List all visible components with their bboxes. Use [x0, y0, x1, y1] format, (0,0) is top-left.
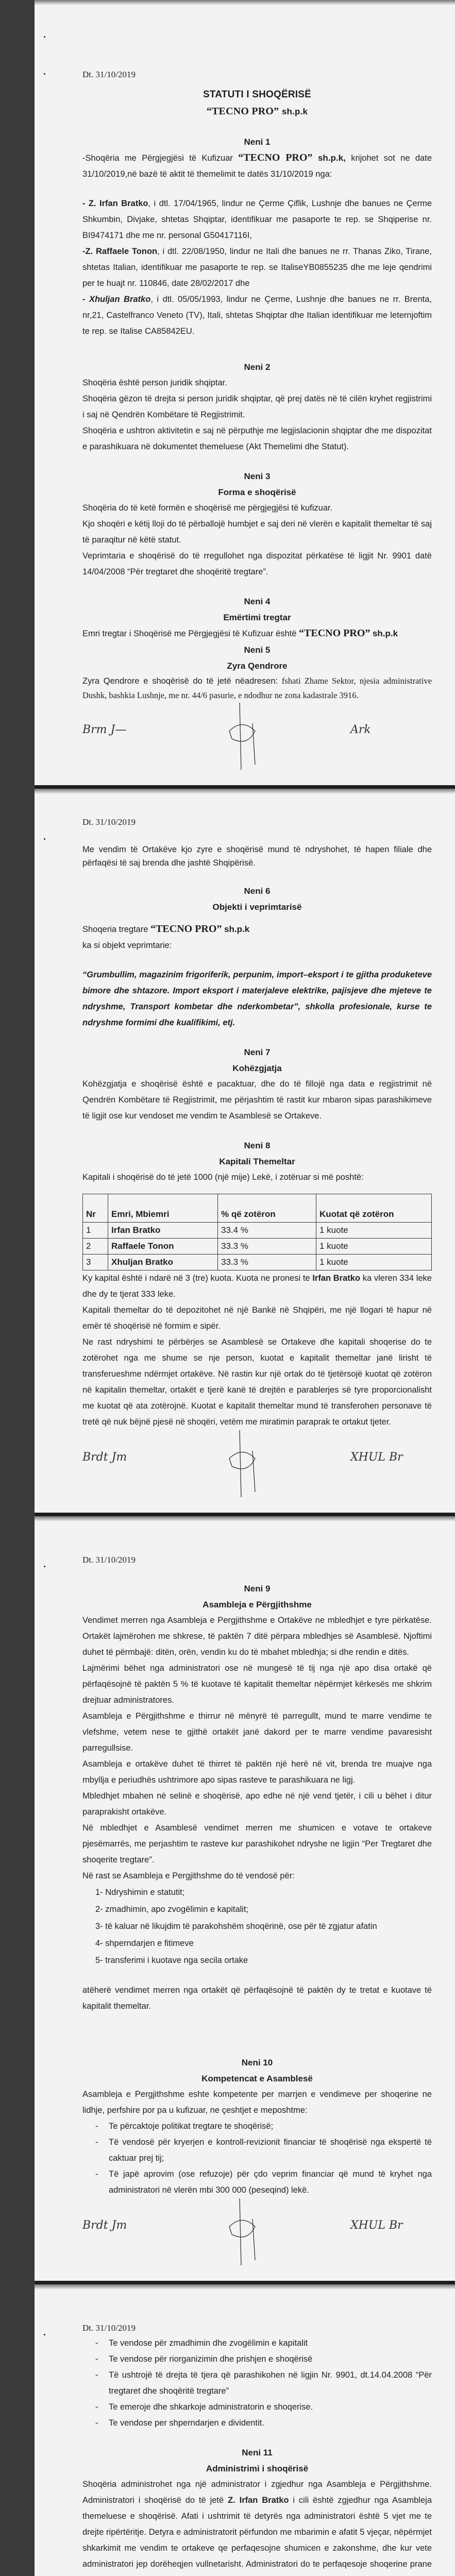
scan-speck — [44, 73, 45, 75]
article-heading: Objekti i veprimtarisë — [212, 902, 302, 912]
company-name-heading — [82, 106, 432, 117]
cell-quota: 1 kuote — [316, 1255, 432, 1270]
article-heading: Kohëzgjatja — [232, 1063, 282, 1073]
article-number: Neni 6 — [244, 886, 271, 896]
paragraph-text: Shoqeria tregtare — [82, 925, 151, 934]
cell-name: Xhuljan Bratko — [108, 1255, 218, 1270]
paragraph: Shoqëria gëzon të drejta si person juridik shqiptar, që prej datës në të cilën kryhet regjistrimi i saj në Qendrën Kombëtare të Regjistrimit. — [82, 394, 432, 419]
signature-mark-icon — [227, 2198, 263, 2270]
page-date: Dt. 31/10/2019 — [82, 817, 136, 827]
list-item: 1- Ndryshimin e statutit; — [95, 1888, 185, 1897]
capital-table — [82, 1194, 432, 1270]
founder-details: , i dtl. 22/08/1950, lindur ne Itali dhe banues ne rr. Thanas Ziko, Tirane, shtetas Italian, identifikuar me pasaporte te rep. se ItaliseYB0855235 dhe me leje qendrimi per te huajt nr. 110846, date 28/02/2017 dhe — [82, 247, 432, 288]
list-item: - Te emeroje dhe shkarkoje administratorin e shoqerise. — [95, 2399, 432, 2415]
list-item: - Te përcaktoje politikat tregtare te shoqërisë; — [95, 2119, 432, 2134]
page-date: Dt. 31/10/2019 — [82, 70, 136, 79]
paragraph: Asambleja e ortakëve duhet të thirret të paktën një herë në vit, brenda tre muajve nga mbyllja e periudhës ushtrimore apo sipas rasteve te parashikuara ne ligj. — [82, 1759, 432, 1785]
signature-mark-icon — [227, 703, 263, 775]
column-header: % që zotëron — [218, 1194, 316, 1223]
signature: Brdt Jm — [82, 2219, 127, 2232]
address-text: fshati Zhame Sektor, njesia administrative Dushk, bashkia Lushnje, me nr. 44/6 pasurie, e ndodhur ne zona kadastrale 3916. — [82, 676, 432, 700]
signature-row — [82, 2198, 432, 2281]
paragraph — [82, 921, 432, 938]
brand-name: “TECNO PRO” — [206, 106, 279, 117]
cell-quota: 1 kuote — [316, 1223, 432, 1239]
document-page-4 — [35, 2284, 455, 2576]
signature: XHUL Br — [350, 1451, 403, 1464]
table-row — [83, 1239, 432, 1255]
signature: XHUL Br — [350, 2219, 403, 2232]
founder-name: - Xhuljan Bratko — [82, 295, 151, 304]
paragraph: Kjo shoqëri e këtij lloji do të përballojë humbjet e saj deri në vlerën e kapitalit themeltar të saj të paraqitur në këtë statut. — [82, 519, 432, 545]
article-heading: Kompetencat e Asamblesë — [201, 2074, 313, 2083]
paragraph-text: Emri tregtar i Shoqërisë me Përgjegjësi të Kufizuar është — [82, 629, 299, 638]
article-heading: Forma e shoqërisë — [218, 487, 296, 497]
article-number: Neni 9 — [244, 1584, 271, 1594]
article-heading: Zyra Qendrore — [227, 661, 288, 671]
company-suffix: sh.p.k — [372, 629, 398, 638]
cell-percent: 33.4 % — [218, 1223, 316, 1239]
brand-name: “TECNO PRO” — [150, 923, 222, 935]
paragraph: Asambleja e Përgjithshme e thirrur në mënyrë të parregullt, mund te marre vendime te vlefshme, vetem nese te gjithë ortakët janë dakord per te marre vendime pavaresisht parregullsise. — [82, 1711, 432, 1753]
intro-text: -Shoqëria me Përgjegjësi të Kufizuar — [82, 154, 239, 163]
table-row — [83, 1223, 432, 1239]
paragraph: Shoqëria e ushtron aktivitetin e saj në përputhje me legjislacionin shqiptar dhe me dispozitat e parashikuara në dokumentet themeluese (Akt Themelimi dhe Statut). — [82, 426, 432, 451]
article-number: Neni 4 — [244, 597, 271, 606]
paragraph-text: Zyra Qendrore e shoqërisë do të jetë nëadresen: — [82, 676, 282, 686]
list-item: 3- të kaluar në likujdim të parakohshëm shoqërinë, ose për të zgjatur afatin — [95, 1922, 377, 1931]
article-number: Neni 11 — [242, 2448, 273, 2458]
page-date: Dt. 31/10/2019 — [82, 2323, 136, 2333]
company-suffix: sh.p.k — [281, 107, 308, 116]
column-header: Emri, Mbiemri — [108, 1194, 218, 1223]
paragraph-text: Shoqëria administrohet nga një administrator i zgjedhur nga Asambleja e Përgjithshme. Administratori i shoqërisë do të jetë — [82, 2480, 432, 2505]
table-header-row — [83, 1194, 432, 1223]
paragraph-text: ka vleren 334 leke dhe dy te tjerat 333 leke. — [82, 1274, 432, 1299]
partner-name: Irfan Bratko — [312, 1274, 361, 1283]
scan-speck — [44, 36, 45, 38]
article-heading: Emërtimi tregtar — [223, 613, 291, 622]
article-1-intro — [82, 150, 432, 182]
list-item: - Te vendose për riorganizimin dhe prishjen e shoqërisë — [95, 2351, 432, 2367]
paragraph: Në mbledhjet e Asamblesë vendimet merren me shumicen e votave te ortakeve pjesëmarrës, me perjashtim te rasteve kur parashikohet ndryshe ne ligjin “Per Tregtaret dhe shoqerite tregtare”. — [82, 1823, 432, 1865]
paragraph — [82, 625, 432, 642]
article-number: Neni 1 — [244, 137, 271, 147]
article-number: Neni 2 — [244, 362, 271, 372]
paragraph: Kohëzgjatja e shoqërisë është e pacaktuar, dhe do të fillojë nga data e regjistrimit në Qendrën Kombëtare të Regjistrimit, me përjashtim të rastit kur mbaron sipas parashikimeve të ligjit ose kur vendoset me vendim te Asamblesë se Ortakeve. — [82, 1079, 432, 1121]
document-page-2 — [35, 789, 455, 1516]
company-suffix: sh.p.k — [224, 924, 250, 934]
competence-list — [82, 2119, 432, 2198]
paragraph: Shoqëria do të ketë formën e shoqërisë me përgjegjësi të kufizuar. — [82, 503, 333, 513]
cell-quota: 1 kuote — [316, 1239, 432, 1255]
signature: Ark — [350, 723, 371, 736]
list-item: - Të ushtrojë të drejta të tjera që parashikohen në ligjin Nr. 9901, dt.14.04.2008 “Për tregtaret dhe shoqëritë tregtare” — [95, 2367, 432, 2399]
paragraph: atëherë vendimet merren nga ortakët që përfaqësojnë të paktën dy te tretat e kuotave të kapitalit themeltar. — [82, 1986, 432, 2011]
signature-row — [82, 703, 432, 785]
page-date: Dt. 31/10/2019 — [82, 1555, 136, 1565]
paragraph: Vendimet merren nga Asambleja e Pergjithshme e Ortakëve ne mbledhjet e tyre përkatëse. Ortakët lajmërohen me shkrese, të paktën 7 ditë përpara mbledhjes së Asamblesë. Njoftimi duhet të përmbajë: ditën, orën, vendin ku do të mbahet mbledhja; si dhe rendin e ditës. — [82, 1616, 432, 1657]
company-suffix: sh.p.k, — [312, 153, 346, 163]
article-number: Neni 8 — [244, 1141, 271, 1150]
list-item: 2- zmadhimin, apo zvogëlimin e kapitalit; — [95, 1905, 249, 1914]
paragraph-text: i cili është zgjedhur nga Asambleja themeluese e shoqërisë. Afati i ushtrimit të detyrës nga administratori është 5 vjet me te drejte ripërtëritje. Detyra e administratorit përfundon me mbarimin e afatit 5 vjeçar, nëpërmjet shkarkimit me vendim te ortakeve qe perfaqesojne shumicen e zakonshme, dhe kur vete administratori jep dorëheqjen vullnetarisht. Administratori do te perfaqesoje shoqerine prane — [82, 2496, 432, 2569]
brand-name: “TECNO PRO” — [238, 152, 313, 163]
signature-row — [82, 1430, 432, 1513]
cell-name: Irfan Bratko — [108, 1223, 218, 1239]
column-header: Kuotat që zotëron — [316, 1194, 432, 1223]
founder-3 — [82, 292, 432, 340]
activity-description: “Grumbullim, magazinim frigoriferik, perpunim, import–eksport i te gjitha produketeve bimore dhe shtazore. Import eksport i materjaleve elektrike, pajisjeve dhe mjeteve te ndryshme, Transport kombetar dhe nderkombetar”, shkolla profesionale, kurse te ndryshme formimi dhe kualifikimi, etj. — [82, 970, 432, 1027]
scan-speck — [44, 2334, 45, 2335]
signature: Brdt Jm — [82, 1451, 127, 1464]
paragraph — [82, 2477, 432, 2576]
founder-1 — [82, 196, 432, 244]
list-item: 4- shperndarjen e fitimeve — [95, 1939, 194, 1948]
founder-name: - Z. Irfan Bratko — [82, 199, 148, 208]
cell-nr: 1 — [83, 1223, 108, 1239]
paragraph — [82, 674, 432, 703]
decision-list — [82, 1884, 432, 1969]
paragraph: ka si objekt veprimtarie: — [82, 941, 172, 950]
list-item: 5- transferimi i kuotave nga secila ortake — [95, 1956, 248, 1965]
signature-mark-icon — [227, 1430, 263, 1502]
founder-details: , i dtl. 17/04/1965, lindur ne Çerme Çiflik, Lushnje dhe banues ne Çerme Shkumbin, Divjake, shtetas Shqiptar, identifikuar me pasaporte te rep. se Shqiperise nr. BI9474171 dhe me nr. personal G50417116I, — [82, 199, 432, 240]
paragraph: Kapitali i shoqërisë do të jetë 1000 (një mije) Lekë, i zotëruar si më poshtë: — [82, 1173, 364, 1182]
paragraph: Asambleja e Pergjithshme eshte kompetente per marrjen e vendimeve per shoqerine ne lidhje, perfshire por pa u kufizuar, ne çeshtjet e meposhtme: — [82, 2090, 432, 2115]
paragraph: Lajmërimi bëhet nga administratori ose në mungesë të tij nga një apo disa ortakë që përfaqësojnë të paktën 5 % të kuotave të kapitalit themeltar nëpërmjet kërkesës me shkrim drejtuar administratores. — [82, 1664, 432, 1705]
document-page-3 — [35, 1516, 455, 2284]
scan-speck — [44, 838, 45, 840]
article-number: Neni 3 — [244, 471, 271, 481]
paragraph: Me vendim të Ortakëve kjo zyre e shoqërisë mund të ndryshohet, të hapen filiale dhe përfaqësi të saj brenda dhe jashtë Shqipërisë. — [82, 845, 432, 868]
founder-details: , i dtl. 05/05/1993, lindur ne Çerme, Lushnje dhe banues ne rr. Brenta, nr,21, Castelfranco Veneto (TV), Itali, shtetas Shqiptar dhe Italian identifikuar me leternjoftim te rep. se Italise CA85842EU. — [82, 295, 432, 336]
paragraph: Shoqëria është person juridik shqiptar. — [82, 378, 227, 387]
list-item: - Të japë aprovim (ose refuzoje) për çdo veprim financiar që mund të kryhet nga administratori në vlerën mbi 300 000 (peseqind) lekë. — [95, 2166, 432, 2198]
signature: Brm J— — [82, 723, 127, 736]
cell-percent: 33.3 % — [218, 1255, 316, 1270]
paragraph: Mbledhjet mbahen në selinë e shoqërisë, apo edhe në një vend tjetër, i cili u bëhet i ditur paraprakisht ortakëve. — [82, 1791, 432, 1817]
article-heading: Asambleja e Përgjithshme — [203, 1600, 312, 1609]
paragraph: Ne rast ndryshimi te përbërjes se Asamblesë se Ortakeve dhe kapitali shoqerise do te zotërohet nga me shume se nje person, kuotat e kapitalit themeltar janë lirisht të transferueshme ndërmjet ortakëve. Në rastin kur një ortak do të tjetërsojë kuotat që zotëron në kapitalin themeltar, ortakët e tjerë kanë të drejtën e parablerjes së tyre proporcionalisht me kuotat që ata zotërojnë. Kuotat e kapitalit themeltar mund të transferohen personave të tretë që nuk bëjnë pjesë në shoqëri, vetëm me miratimin paraprak te ortakut tjeter. — [82, 1337, 432, 1427]
cell-nr: 3 — [83, 1255, 108, 1270]
document-page-1 — [35, 0, 455, 789]
brand-name: “TECNO PRO” — [299, 628, 370, 639]
cell-nr: 2 — [83, 1239, 108, 1255]
paragraph: Në rast se Asambleja e Pergjithshme do të vendosë për: — [82, 1871, 295, 1880]
list-item: - Te vendose për zmadhimin dhe zvogëlimin e kapitalit — [95, 2335, 432, 2351]
article-heading: Kapitali Themeltar — [219, 1157, 295, 1166]
article-number: Neni 10 — [241, 2058, 273, 2067]
paragraph-text: Ky kapital është i ndarë në 3 (tre) kuota. Kuota ne pronesi te — [82, 1274, 313, 1283]
list-item: - Te vendose per shperndarjen e dividentit. — [95, 2415, 432, 2431]
paragraph: Kapitali themeltar do të depozitohet në një Bankë në Shqipëri, me një llogari të hapur në emër të shoqërisë në formim e sipër. — [82, 1306, 432, 1331]
cell-percent: 33.3 % — [218, 1239, 316, 1255]
article-heading: Administrimi i shoqërisë — [206, 2464, 309, 2473]
paragraph: Veprimtaria e shoqërisë do të rregullohet nga dispozitat përkatëse të ligjit Nr. 9901 datë 14/04/2008 “Për tregtaret dhe shoqëritë tregtare”. — [82, 551, 432, 577]
document-title: STATUTI I SHOQËRISË — [203, 89, 311, 100]
list-item: - Të vendosë për kryerjen e kontroll-revizionit financiar të shoqërisë nga ekspertë të caktuar prej tij; — [95, 2134, 432, 2166]
column-header: Nr — [83, 1194, 108, 1223]
competence-list-continued — [82, 2335, 432, 2431]
intro-text: krijohet sot ne date 31/10/2019,në bazë të aktit të themelimit te datës 31/10/2019 nga: — [82, 154, 432, 179]
paragraph — [82, 1270, 432, 1302]
article-number: Neni 5 — [244, 645, 271, 655]
cell-name: Raffaele Tonon — [108, 1239, 218, 1255]
article-number: Neni 7 — [244, 1047, 271, 1057]
table-row — [83, 1255, 432, 1270]
scan-speck — [44, 1566, 45, 1567]
founder-2 — [82, 244, 432, 292]
founder-name: -Z. Raffaele Tonon — [82, 247, 158, 256]
administrator-name: Z. Irfan Bratko — [228, 2496, 289, 2505]
